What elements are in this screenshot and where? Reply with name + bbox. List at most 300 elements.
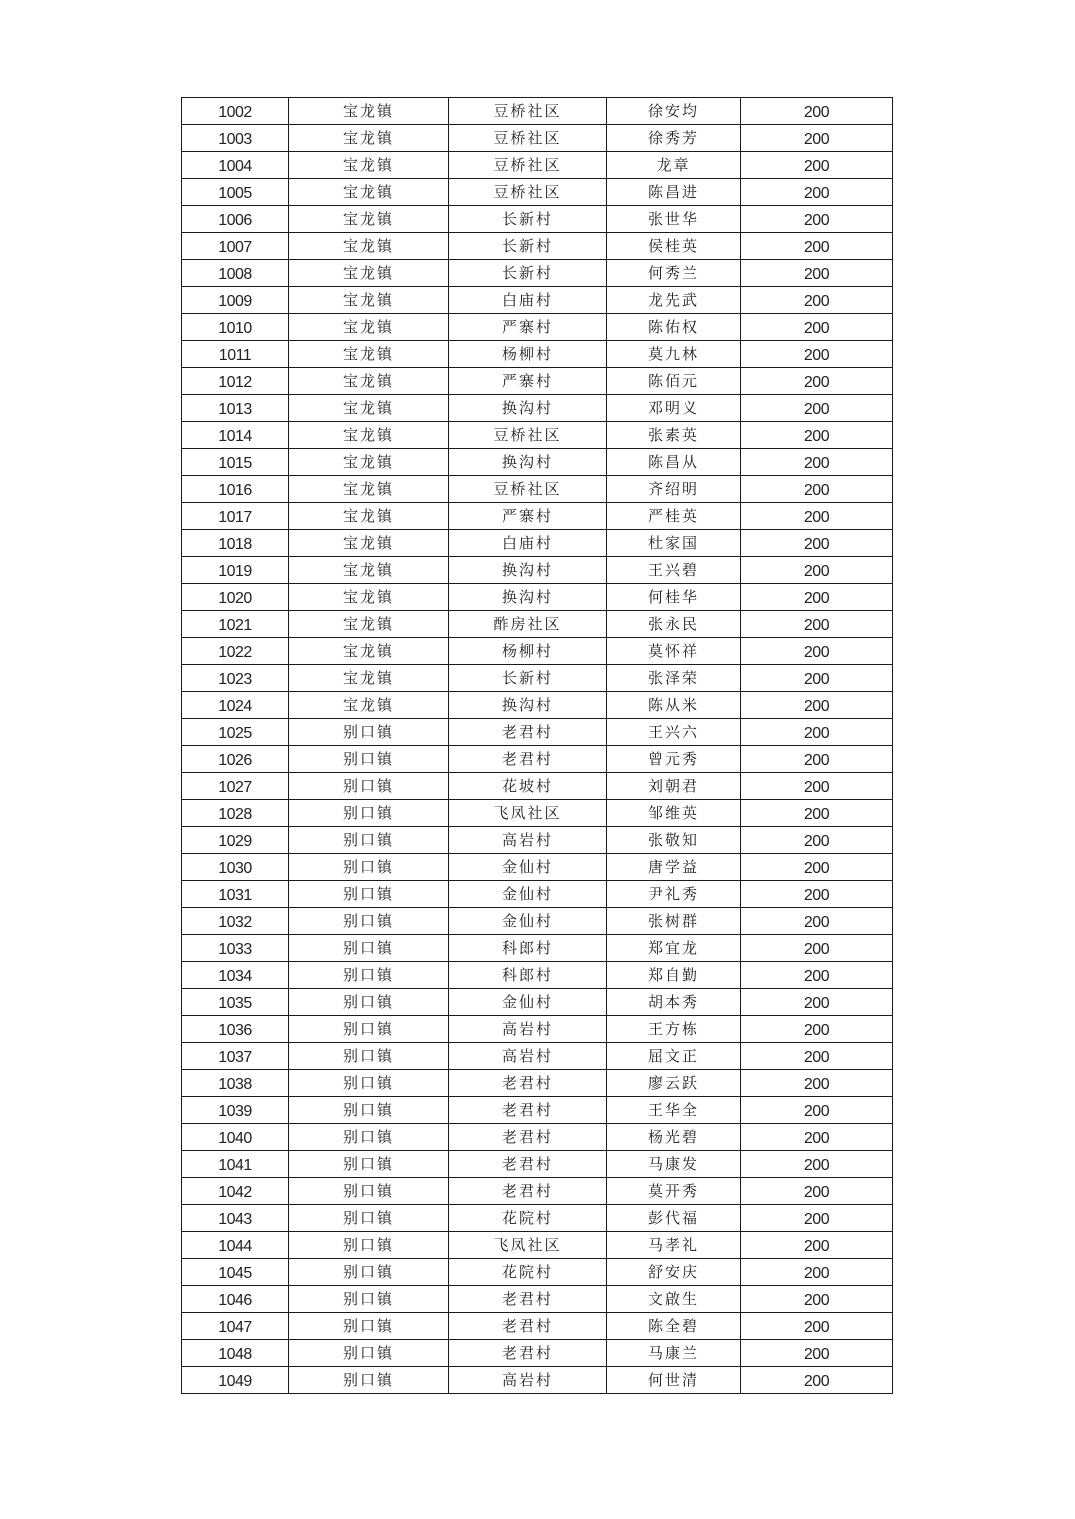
name-text: 龙章 — [656, 156, 691, 174]
village-cell — [449, 1151, 607, 1178]
name-cell — [607, 935, 741, 962]
town-cell — [289, 908, 449, 935]
amount-text: 200 — [803, 1022, 830, 1039]
amount-cell — [741, 692, 893, 719]
name-cell — [607, 179, 741, 206]
name-cell — [607, 395, 741, 422]
name-text: 曾元秀 — [647, 750, 699, 768]
village-cell — [449, 1340, 607, 1367]
serial-number-text: 1041 — [218, 1157, 252, 1174]
village-text: 豆桥社区 — [493, 426, 562, 444]
name-cell — [607, 449, 741, 476]
town-cell — [289, 773, 449, 800]
village-text: 白庙村 — [501, 534, 553, 552]
name-cell — [607, 260, 741, 287]
village-text: 杨柳村 — [501, 345, 553, 363]
amount-text: 200 — [803, 806, 830, 823]
amount-cell — [741, 962, 893, 989]
town-cell — [289, 1070, 449, 1097]
name-text: 张敬知 — [647, 831, 699, 849]
town-text: 宝龙镇 — [342, 534, 394, 552]
village-text: 高岩村 — [501, 1047, 553, 1065]
name-cell — [607, 1178, 741, 1205]
serial-number-cell — [182, 908, 289, 935]
name-cell — [607, 1232, 741, 1259]
village-text: 豆桥社区 — [493, 480, 562, 498]
amount-cell — [741, 746, 893, 773]
town-cell — [289, 665, 449, 692]
name-cell — [607, 746, 741, 773]
name-cell — [607, 287, 741, 314]
amount-cell — [741, 422, 893, 449]
serial-number-cell — [182, 827, 289, 854]
amount-text: 200 — [803, 1292, 830, 1309]
amount-text: 200 — [803, 1157, 830, 1174]
town-cell — [289, 503, 449, 530]
serial-number-cell — [182, 233, 289, 260]
table-row — [182, 98, 893, 125]
town-text: 别口镇 — [342, 1290, 394, 1308]
amount-cell — [741, 341, 893, 368]
name-cell — [607, 800, 741, 827]
name-text: 张永民 — [647, 615, 699, 633]
town-cell — [289, 1286, 449, 1313]
village-text: 高岩村 — [501, 1020, 553, 1038]
amount-cell — [741, 800, 893, 827]
village-text: 高岩村 — [501, 831, 553, 849]
name-cell — [607, 557, 741, 584]
amount-text: 200 — [803, 266, 830, 283]
table-row — [182, 1016, 893, 1043]
name-cell — [607, 1151, 741, 1178]
town-text: 别口镇 — [342, 1317, 394, 1335]
serial-number-text: 1039 — [218, 1103, 252, 1120]
table-row — [182, 1313, 893, 1340]
town-cell — [289, 395, 449, 422]
town-text: 别口镇 — [342, 1209, 394, 1227]
amount-text: 200 — [803, 833, 830, 850]
town-text: 宝龙镇 — [342, 264, 394, 282]
serial-number-text: 1044 — [218, 1238, 252, 1255]
table-row — [182, 233, 893, 260]
town-text: 宝龙镇 — [342, 453, 394, 471]
serial-number-cell — [182, 1313, 289, 1340]
serial-number-cell — [182, 1124, 289, 1151]
amount-cell — [741, 1313, 893, 1340]
town-text: 别口镇 — [342, 723, 394, 741]
serial-number-cell — [182, 422, 289, 449]
name-text: 马康兰 — [647, 1344, 699, 1362]
town-text: 宝龙镇 — [342, 642, 394, 660]
village-text: 老君村 — [501, 750, 553, 768]
name-cell — [607, 1124, 741, 1151]
village-cell — [449, 1313, 607, 1340]
village-cell — [449, 449, 607, 476]
table-row — [182, 584, 893, 611]
serial-number-cell — [182, 260, 289, 287]
village-text: 杨柳村 — [501, 642, 553, 660]
name-text: 严桂英 — [647, 507, 699, 525]
amount-text: 200 — [803, 1238, 830, 1255]
serial-number-text: 1005 — [218, 185, 252, 202]
amount-cell — [741, 719, 893, 746]
table-row — [182, 1286, 893, 1313]
name-text: 何秀兰 — [647, 264, 699, 282]
town-cell — [289, 962, 449, 989]
roster-table — [181, 97, 893, 1394]
town-text: 别口镇 — [342, 1182, 394, 1200]
serial-number-cell — [182, 1286, 289, 1313]
amount-cell — [741, 287, 893, 314]
town-text: 别口镇 — [342, 1344, 394, 1362]
name-cell — [607, 881, 741, 908]
village-text: 长新村 — [501, 669, 553, 687]
village-text: 飞凤社区 — [493, 1236, 562, 1254]
town-text: 别口镇 — [342, 777, 394, 795]
amount-text: 200 — [803, 320, 830, 337]
table-row — [182, 881, 893, 908]
village-text: 老君村 — [501, 1344, 553, 1362]
amount-cell — [741, 854, 893, 881]
village-text: 酢房社区 — [493, 615, 562, 633]
village-cell — [449, 1124, 607, 1151]
amount-text: 200 — [803, 617, 830, 634]
serial-number-text: 1019 — [218, 563, 252, 580]
town-text: 别口镇 — [342, 966, 394, 984]
name-cell — [607, 962, 741, 989]
amount-text: 200 — [803, 239, 830, 256]
serial-number-text: 1018 — [218, 536, 252, 553]
serial-number-cell — [182, 962, 289, 989]
serial-number-cell — [182, 1205, 289, 1232]
name-cell — [607, 1205, 741, 1232]
town-text: 宝龙镇 — [342, 399, 394, 417]
amount-text: 200 — [803, 914, 830, 931]
table-row — [182, 962, 893, 989]
name-text: 廖云跃 — [647, 1074, 699, 1092]
amount-cell — [741, 1367, 893, 1394]
village-cell — [449, 665, 607, 692]
amount-text: 200 — [803, 725, 830, 742]
name-cell — [607, 1340, 741, 1367]
village-text: 老君村 — [501, 1101, 553, 1119]
village-text: 金仙村 — [501, 993, 553, 1011]
table-row — [182, 341, 893, 368]
village-text: 豆桥社区 — [493, 183, 562, 201]
town-cell — [289, 476, 449, 503]
name-text: 马孝礼 — [647, 1236, 699, 1254]
name-text: 陈昌从 — [647, 453, 699, 471]
town-cell — [289, 854, 449, 881]
serial-number-cell — [182, 1016, 289, 1043]
serial-number-cell — [182, 638, 289, 665]
town-cell — [289, 1205, 449, 1232]
amount-text: 200 — [803, 104, 830, 121]
amount-text: 200 — [803, 509, 830, 526]
village-text: 换沟村 — [501, 453, 553, 471]
name-text: 徐安均 — [647, 102, 699, 120]
serial-number-cell — [182, 989, 289, 1016]
village-text: 科郎村 — [501, 939, 553, 957]
serial-number-cell — [182, 395, 289, 422]
name-cell — [607, 1286, 741, 1313]
village-cell — [449, 287, 607, 314]
village-text: 换沟村 — [501, 399, 553, 417]
serial-number-cell — [182, 476, 289, 503]
name-text: 舒安庆 — [647, 1263, 699, 1281]
amount-text: 200 — [803, 428, 830, 445]
serial-number-cell — [182, 557, 289, 584]
amount-cell — [741, 1070, 893, 1097]
amount-text: 200 — [803, 1130, 830, 1147]
village-cell — [449, 854, 607, 881]
serial-number-text: 1048 — [218, 1346, 252, 1363]
village-cell — [449, 530, 607, 557]
table-row — [182, 800, 893, 827]
name-text: 杨光碧 — [647, 1128, 699, 1146]
town-text: 别口镇 — [342, 993, 394, 1011]
name-cell — [607, 422, 741, 449]
amount-cell — [741, 1043, 893, 1070]
village-text: 科郎村 — [501, 966, 553, 984]
village-cell — [449, 179, 607, 206]
village-cell — [449, 368, 607, 395]
table-row — [182, 1178, 893, 1205]
serial-number-cell — [182, 179, 289, 206]
table-row — [182, 1124, 893, 1151]
amount-text: 200 — [803, 1373, 830, 1390]
name-text: 张树群 — [647, 912, 699, 930]
table-row — [182, 854, 893, 881]
serial-number-cell — [182, 125, 289, 152]
name-text: 彭代福 — [647, 1209, 699, 1227]
serial-number-cell — [182, 206, 289, 233]
serial-number-text: 1002 — [218, 104, 252, 121]
village-text: 白庙村 — [501, 291, 553, 309]
village-text: 老君村 — [501, 1074, 553, 1092]
village-cell — [449, 557, 607, 584]
amount-cell — [741, 530, 893, 557]
village-text: 金仙村 — [501, 912, 553, 930]
town-cell — [289, 1043, 449, 1070]
name-text: 尹礼秀 — [647, 885, 699, 903]
name-cell — [607, 719, 741, 746]
name-cell — [607, 314, 741, 341]
village-text: 长新村 — [501, 264, 553, 282]
amount-text: 200 — [803, 698, 830, 715]
amount-text: 200 — [803, 293, 830, 310]
amount-text: 200 — [803, 941, 830, 958]
roster-table-body — [182, 98, 893, 1394]
town-cell — [289, 692, 449, 719]
village-text: 豆桥社区 — [493, 156, 562, 174]
town-text: 别口镇 — [342, 1020, 394, 1038]
name-cell — [607, 233, 741, 260]
name-cell — [607, 1259, 741, 1286]
village-text: 老君村 — [501, 1317, 553, 1335]
town-cell — [289, 530, 449, 557]
table-row — [182, 179, 893, 206]
name-cell — [607, 368, 741, 395]
serial-number-cell — [182, 800, 289, 827]
name-text: 徐秀芳 — [647, 129, 699, 147]
town-text: 宝龙镇 — [342, 588, 394, 606]
serial-number-text: 1036 — [218, 1022, 252, 1039]
town-text: 别口镇 — [342, 912, 394, 930]
serial-number-cell — [182, 503, 289, 530]
name-text: 王华全 — [647, 1101, 699, 1119]
town-text: 宝龙镇 — [342, 615, 394, 633]
amount-cell — [741, 935, 893, 962]
serial-number-text: 1020 — [218, 590, 252, 607]
name-text: 王方栋 — [647, 1020, 699, 1038]
name-cell — [607, 152, 741, 179]
town-cell — [289, 1367, 449, 1394]
village-text: 长新村 — [501, 210, 553, 228]
name-text: 邓明义 — [647, 399, 699, 417]
serial-number-cell — [182, 1178, 289, 1205]
amount-cell — [741, 395, 893, 422]
amount-text: 200 — [803, 1076, 830, 1093]
amount-text: 200 — [803, 968, 830, 985]
name-cell — [607, 908, 741, 935]
town-text: 别口镇 — [342, 1155, 394, 1173]
serial-number-text: 1015 — [218, 455, 252, 472]
amount-text: 200 — [803, 1346, 830, 1363]
town-cell — [289, 368, 449, 395]
amount-cell — [741, 1016, 893, 1043]
name-text: 邹维英 — [647, 804, 699, 822]
village-cell — [449, 989, 607, 1016]
serial-number-cell — [182, 746, 289, 773]
table-row — [182, 287, 893, 314]
table-row — [182, 368, 893, 395]
name-cell — [607, 530, 741, 557]
town-text: 宝龙镇 — [342, 507, 394, 525]
serial-number-text: 1030 — [218, 860, 252, 877]
village-cell — [449, 260, 607, 287]
village-cell — [449, 746, 607, 773]
serial-number-text: 1035 — [218, 995, 252, 1012]
amount-text: 200 — [803, 887, 830, 904]
village-cell — [449, 422, 607, 449]
village-text: 老君村 — [501, 723, 553, 741]
serial-number-cell — [182, 98, 289, 125]
village-text: 换沟村 — [501, 696, 553, 714]
name-text: 莫怀祥 — [647, 642, 699, 660]
serial-number-cell — [182, 314, 289, 341]
village-cell — [449, 1286, 607, 1313]
town-cell — [289, 206, 449, 233]
amount-cell — [741, 179, 893, 206]
amount-cell — [741, 368, 893, 395]
name-text: 陈佑权 — [647, 318, 699, 336]
table-row — [182, 989, 893, 1016]
town-cell — [289, 1340, 449, 1367]
town-cell — [289, 1124, 449, 1151]
amount-text: 200 — [803, 590, 830, 607]
table-row — [182, 1151, 893, 1178]
name-text: 莫九林 — [647, 345, 699, 363]
name-text: 刘朝君 — [647, 777, 699, 795]
table-row — [182, 314, 893, 341]
village-cell — [449, 98, 607, 125]
serial-number-cell — [182, 1070, 289, 1097]
name-cell — [607, 476, 741, 503]
village-text: 老君村 — [501, 1155, 553, 1173]
village-text: 飞凤社区 — [493, 804, 562, 822]
name-text: 马康发 — [647, 1155, 699, 1173]
name-text: 何桂华 — [647, 588, 699, 606]
amount-text: 200 — [803, 779, 830, 796]
name-text: 张泽荣 — [647, 669, 699, 687]
serial-number-text: 1004 — [218, 158, 252, 175]
village-cell — [449, 233, 607, 260]
amount-text: 200 — [803, 536, 830, 553]
town-text: 宝龙镇 — [342, 669, 394, 687]
serial-number-text: 1025 — [218, 725, 252, 742]
amount-text: 200 — [803, 347, 830, 364]
serial-number-cell — [182, 1097, 289, 1124]
town-cell — [289, 611, 449, 638]
town-text: 别口镇 — [342, 1074, 394, 1092]
town-text: 别口镇 — [342, 750, 394, 768]
serial-number-cell — [182, 287, 289, 314]
table-row — [182, 260, 893, 287]
town-text: 宝龙镇 — [342, 561, 394, 579]
table-row — [182, 1205, 893, 1232]
serial-number-text: 1038 — [218, 1076, 252, 1093]
amount-cell — [741, 1124, 893, 1151]
amount-cell — [741, 1286, 893, 1313]
village-cell — [449, 1232, 607, 1259]
amount-text: 200 — [803, 1049, 830, 1066]
town-text: 宝龙镇 — [342, 372, 394, 390]
amount-cell — [741, 1151, 893, 1178]
town-cell — [289, 341, 449, 368]
name-cell — [607, 98, 741, 125]
serial-number-cell — [182, 881, 289, 908]
table-row — [182, 206, 893, 233]
village-cell — [449, 1070, 607, 1097]
town-text: 宝龙镇 — [342, 237, 394, 255]
serial-number-cell — [182, 530, 289, 557]
table-row — [182, 908, 893, 935]
table-row — [182, 449, 893, 476]
name-cell — [607, 1043, 741, 1070]
village-cell — [449, 1097, 607, 1124]
serial-number-text: 1014 — [218, 428, 252, 445]
serial-number-text: 1007 — [218, 239, 252, 256]
town-cell — [289, 881, 449, 908]
town-cell — [289, 98, 449, 125]
town-cell — [289, 827, 449, 854]
town-cell — [289, 179, 449, 206]
village-text: 金仙村 — [501, 858, 553, 876]
town-cell — [289, 800, 449, 827]
amount-cell — [741, 206, 893, 233]
serial-number-cell — [182, 854, 289, 881]
table-row — [182, 1259, 893, 1286]
amount-text: 200 — [803, 1319, 830, 1336]
village-text: 换沟村 — [501, 561, 553, 579]
amount-cell — [741, 98, 893, 125]
village-cell — [449, 1016, 607, 1043]
table-row — [182, 827, 893, 854]
serial-number-cell — [182, 341, 289, 368]
serial-number-cell — [182, 1232, 289, 1259]
table-row — [182, 395, 893, 422]
